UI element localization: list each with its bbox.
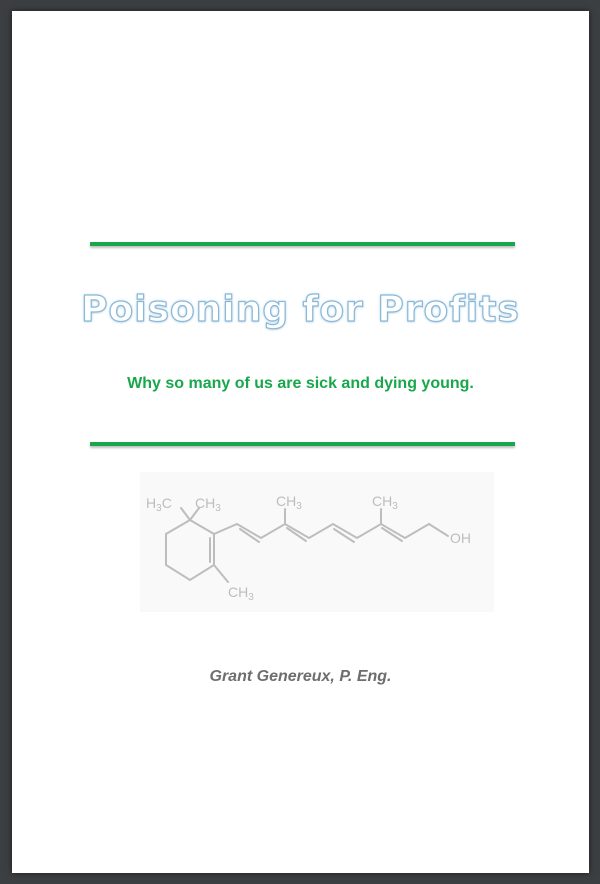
bottom-divider (90, 442, 515, 446)
document-subtitle: Why so many of us are sick and dying young. (127, 375, 474, 392)
gem-methyl-label: $CH_3$ (195, 495, 221, 514)
structure-bonds (166, 508, 448, 582)
document-page (12, 11, 589, 873)
chain-methyl-label-1: $CH_3$ (276, 493, 302, 512)
ring-methyl-label: $CH_3$ (228, 584, 254, 603)
structure-labels (146, 493, 471, 603)
h3c-label: $H_3C$ (146, 495, 172, 514)
chain-methyl-label-2: $CH_3$ (372, 493, 398, 512)
document-title: Poisoning for Profits (81, 289, 520, 330)
hydroxyl-label: OH (450, 530, 471, 546)
retinol-structure-figure (140, 472, 494, 612)
chemical-structure-diagram (140, 472, 494, 612)
top-divider (90, 242, 515, 246)
document-author: Grant Genereux, P. Eng. (209, 668, 392, 685)
